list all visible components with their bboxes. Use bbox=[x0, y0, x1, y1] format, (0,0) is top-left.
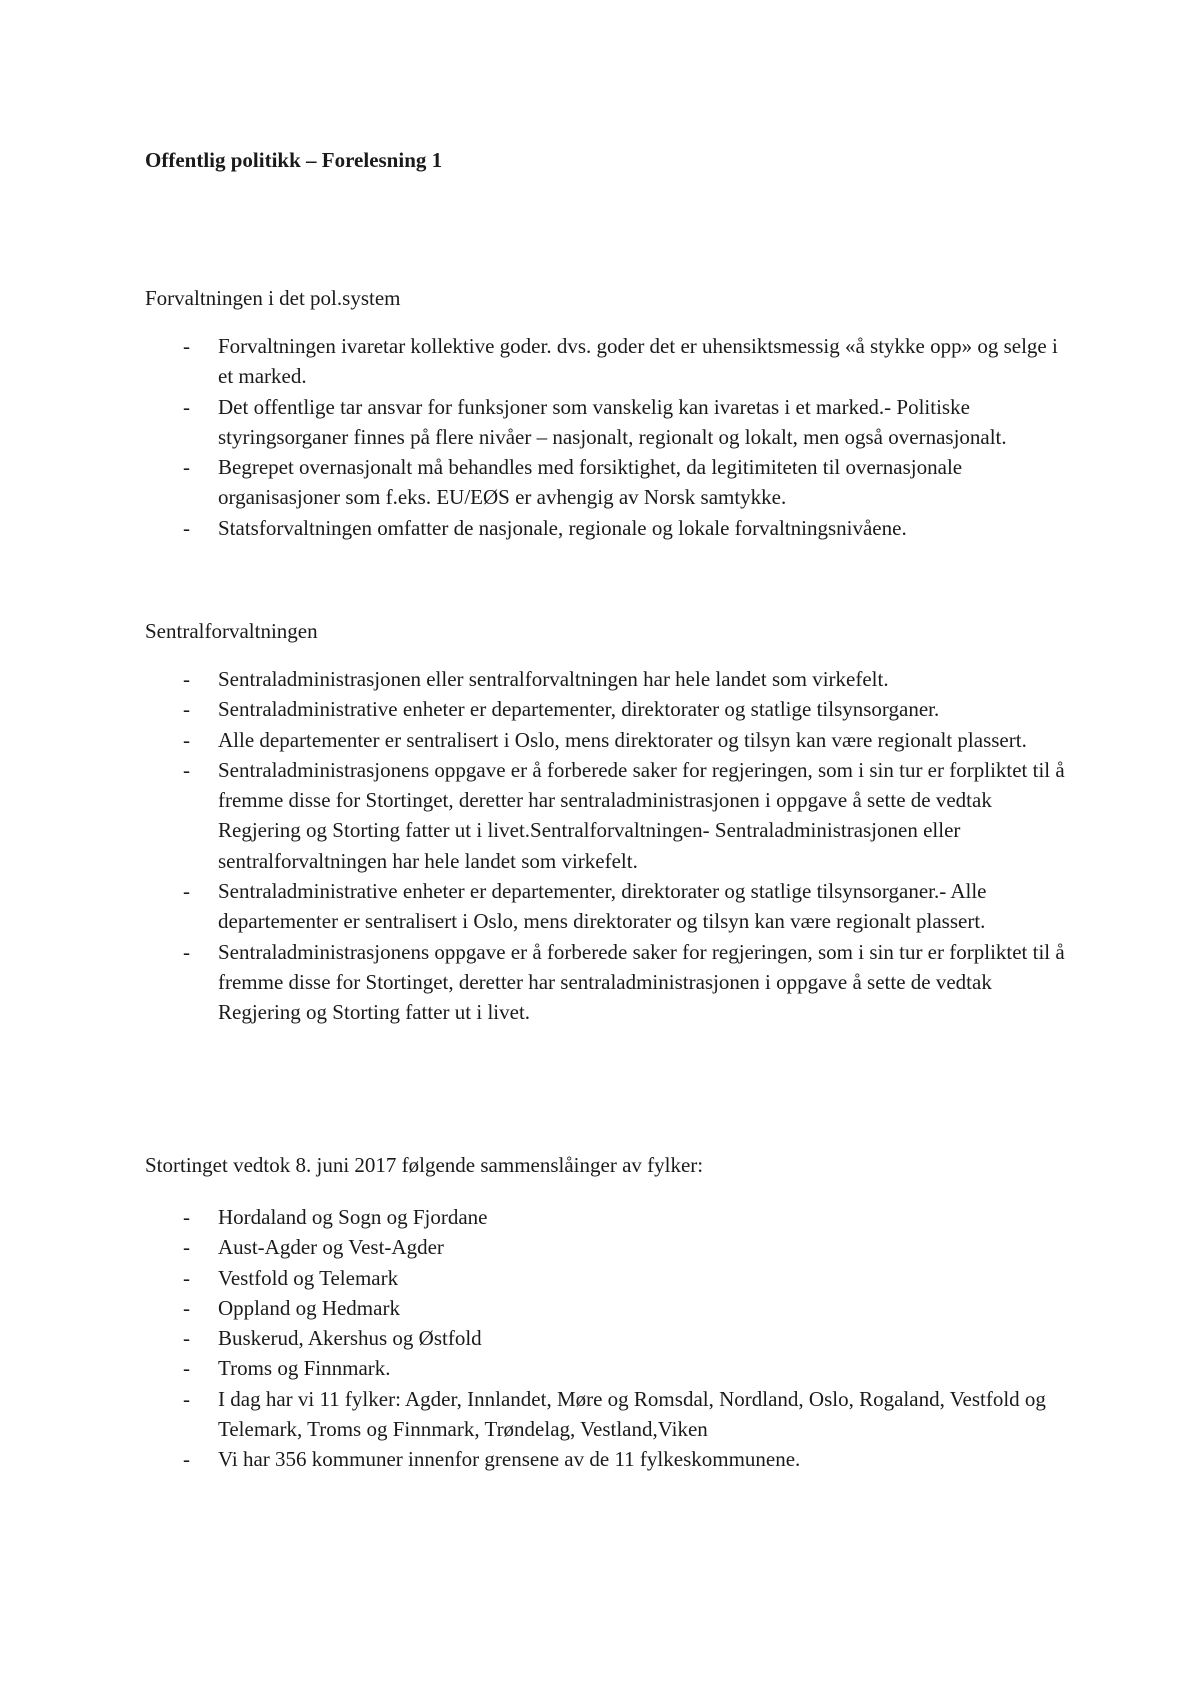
list-item bbox=[145, 1353, 1075, 1383]
bullet-list bbox=[145, 1202, 1075, 1475]
section-heading: Forvaltningen i det pol.system bbox=[145, 286, 401, 310]
list-item bbox=[145, 937, 1075, 1028]
bullet-dash: - bbox=[183, 697, 190, 722]
bullet-dash: - bbox=[183, 394, 190, 419]
list-item-text: Forvaltningen ivaretar kollektive goder. dvs. goder det er uhensiktsmessig «å stykke opp» og selge i et marked. bbox=[218, 334, 1058, 389]
bullet-dash: - bbox=[183, 1447, 190, 1472]
list-item-text: Sentraladministrasjonen eller sentralforvaltningen har hele landet som virkefelt. bbox=[218, 667, 889, 691]
list-item bbox=[145, 392, 1075, 453]
bullet-dash: - bbox=[183, 667, 190, 691]
bullet-list bbox=[145, 331, 1075, 543]
list-item-text: Oppland og Hedmark bbox=[218, 1295, 400, 1320]
list-item-text: Alle departementer er sentralisert i Oslo, mens direktorater og tilsyn kan være regionalt plassert. bbox=[218, 727, 1027, 752]
list-item bbox=[145, 1323, 1075, 1353]
list-item-text: Sentraladministrative enheter er departementer, direktorater og statlige tilsynsorganer.- Alle departementer er sentralisert i Oslo, mens direktorater og tilsyn kan være regionalt plassert. bbox=[218, 879, 987, 934]
list-item bbox=[145, 331, 1075, 392]
section-heading: Sentralforvaltningen bbox=[145, 619, 318, 643]
list-item bbox=[145, 1293, 1075, 1323]
list-item bbox=[145, 1232, 1075, 1262]
bullet-dash: - bbox=[183, 1265, 190, 1290]
list-item bbox=[145, 1444, 1075, 1474]
bullet-dash: - bbox=[183, 455, 190, 480]
list-item bbox=[145, 1384, 1075, 1445]
list-item-text: Statsforvaltningen omfatter de nasjonale, regionale og lokale forvaltningsnivåene. bbox=[218, 515, 907, 540]
bullet-dash: - bbox=[183, 1326, 190, 1351]
section-fylkessammenslaainger bbox=[145, 1150, 1075, 1475]
bullet-dash: - bbox=[183, 1205, 190, 1229]
bullet-dash: - bbox=[183, 757, 190, 782]
list-item-text: I dag har vi 11 fylker: Agder, Innlandet, Møre og Romsdal, Nordland, Oslo, Rogaland, Vestfold og Telemark, Troms og Finnmark, Trøndelag, Vestland,Viken bbox=[218, 1386, 1046, 1442]
bullet-dash: - bbox=[183, 727, 190, 752]
list-item bbox=[145, 755, 1075, 876]
list-item-text: Vestfold og Telemark bbox=[218, 1265, 399, 1290]
section-heading: Stortinget vedtok 8. juni 2017 følgende sammenslåinger av fylker: bbox=[145, 1153, 704, 1177]
bullet-dash: - bbox=[183, 1356, 190, 1381]
bullet-dash: - bbox=[183, 1386, 190, 1411]
document-title: Offentlig politikk – Forelesning 1 bbox=[145, 148, 443, 172]
section-sentralforvaltningen bbox=[145, 616, 1075, 1028]
list-item bbox=[145, 452, 1075, 513]
list-item-text: Buskerud, Akershus og Østfold bbox=[218, 1326, 482, 1351]
bullet-list bbox=[145, 664, 1075, 1028]
list-item-text: Sentraladministrasjonens oppgave er å forberede saker for regjeringen, som i sin tur er forpliktet til å fremme disse for Stortinget, deretter har sentraladministrasjonen i oppgave å sette de vedtak Regjering og Storting fatter ut i livet. bbox=[218, 939, 1065, 1025]
list-item bbox=[145, 876, 1075, 937]
list-item-text: Hordaland og Sogn og Fjordane bbox=[218, 1205, 488, 1229]
list-item-text: Begrepet overnasjonalt må behandles med forsiktighet, da legitimiteten til overnasjonale organisasjoner som f.eks. EU/EØS er avhengig av Norsk samtykke. bbox=[218, 455, 963, 510]
list-item-text: Vi har 356 kommuner innenfor grensene av de 11 fylkeskommunene. bbox=[218, 1447, 801, 1472]
bullet-dash: - bbox=[183, 1295, 190, 1320]
list-item-text: Troms og Finnmark. bbox=[218, 1356, 391, 1381]
list-item bbox=[145, 725, 1075, 755]
list-item bbox=[145, 513, 1075, 543]
list-item-text: Det offentlige tar ansvar for funksjoner som vanskelig kan ivaretas i et marked.- Politiske styringsorganer finnes på flere nivåer – nasjonalt, regionalt og lokalt, men også overnasjonalt. bbox=[218, 394, 1007, 449]
bullet-dash: - bbox=[183, 879, 190, 904]
list-item bbox=[145, 1202, 1075, 1232]
section-forvaltningen bbox=[145, 283, 1075, 543]
list-item-text: Aust-Agder og Vest-Agder bbox=[218, 1235, 444, 1260]
bullet-dash: - bbox=[183, 1235, 190, 1260]
bullet-dash: - bbox=[183, 939, 190, 964]
bullet-dash: - bbox=[183, 515, 190, 540]
list-item bbox=[145, 1263, 1075, 1293]
list-item bbox=[145, 694, 1075, 724]
list-item-text: Sentraladministrative enheter er departementer, direktorater og statlige tilsynsorganer. bbox=[218, 697, 940, 722]
list-item-text: Sentraladministrasjonens oppgave er å forberede saker for regjeringen, som i sin tur er forpliktet til å fremme disse for Stortinget, deretter har sentraladministrasjonen i oppgave å sette de vedtak Regjering og Storting fatter ut i livet.Sentralforvaltningen- Sentraladministrasjonen eller sentralforvaltningen har hele landet som virkefelt. bbox=[218, 757, 1065, 873]
bullet-dash: - bbox=[183, 334, 190, 358]
list-item bbox=[145, 664, 1075, 694]
